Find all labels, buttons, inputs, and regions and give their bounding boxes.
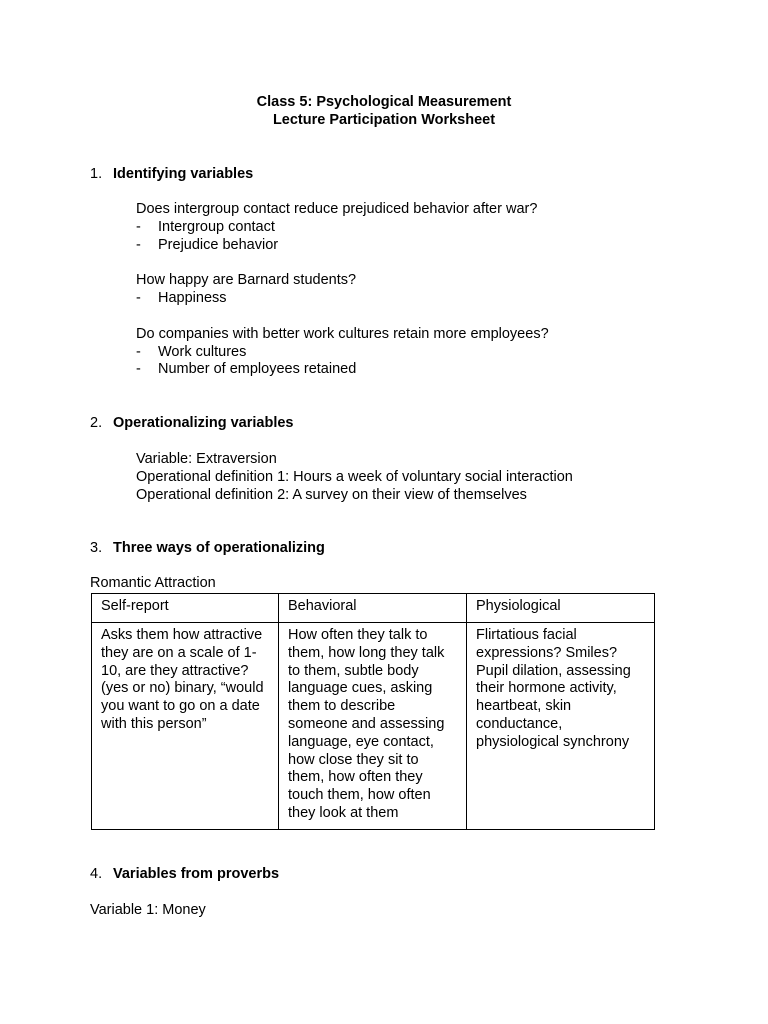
list-item-label: Intergroup contact [158,219,275,235]
bullet-dash: - [136,361,141,377]
section-4-number: 4. [90,866,103,882]
bullet-dash: - [136,237,141,253]
bullet-dash: - [136,219,141,235]
header-physiological: Physiological [467,594,655,623]
bullet-dash: - [136,344,141,360]
section-3-heading: Three ways of operationalizing [113,540,325,556]
table-header-row [92,594,655,623]
list-item-label: Work cultures [158,344,247,360]
section-2-heading: Operationalizing variables [113,415,294,431]
section-3-number: 3. [90,540,103,556]
question-2: How happy are Barnard students? [136,272,357,288]
section-4-heading: Variables from proverbs [113,866,280,882]
table-row [92,623,655,830]
variable-extraversion: Variable: Extraversion [136,451,277,467]
list-item [136,360,356,378]
list-item [136,236,278,254]
bullet-dash: - [136,290,141,306]
document-subtitle: Lecture Participation Worksheet [272,112,496,128]
cell-physiological: Flirtatious facial expressions? Smiles? Pupil dilation, assessing their hormone activity, heartbeat, skin conductance, physiological synchrony [467,623,655,830]
list-item-label: Happiness [158,290,227,306]
list-item [136,289,227,307]
list-item-label: Prejudice behavior [158,237,279,253]
operational-definition-2: Operational definition 2: A survey on their view of themselves [136,487,527,503]
section-2-number: 2. [90,415,103,431]
header-behavioral: Behavioral [279,594,467,623]
operational-definition-1: Operational definition 1: Hours a week of voluntary social interaction [136,469,573,485]
table-caption: Romantic Attraction [90,575,216,591]
variable-1-money: Variable 1: Money [90,902,206,918]
document-title: Class 5: Psychological Measurement [256,94,512,110]
list-item [136,343,246,361]
list-item [136,218,275,236]
section-1-heading: Identifying variables [113,166,254,182]
header-self-report: Self-report [92,594,279,623]
romantic-attraction-table [91,593,655,830]
section-1-number: 1. [90,166,103,182]
question-1: Does intergroup contact reduce prejudiced behavior after war? [136,201,538,217]
cell-behavioral: How often they talk to them, how long they talk to them, subtle body language cues, asking them to describe someone and assessing language, eye contact, how close they sit to them, how often they touch them, how often they look at them [279,623,467,830]
question-3: Do companies with better work cultures retain more employees? [136,326,549,342]
cell-self-report: Asks them how attractive they are on a scale of 1-10, are they attractive? (yes or no) binary, “would you want to go on a date with this person” [92,623,279,830]
list-item-label: Number of employees retained [158,361,357,377]
